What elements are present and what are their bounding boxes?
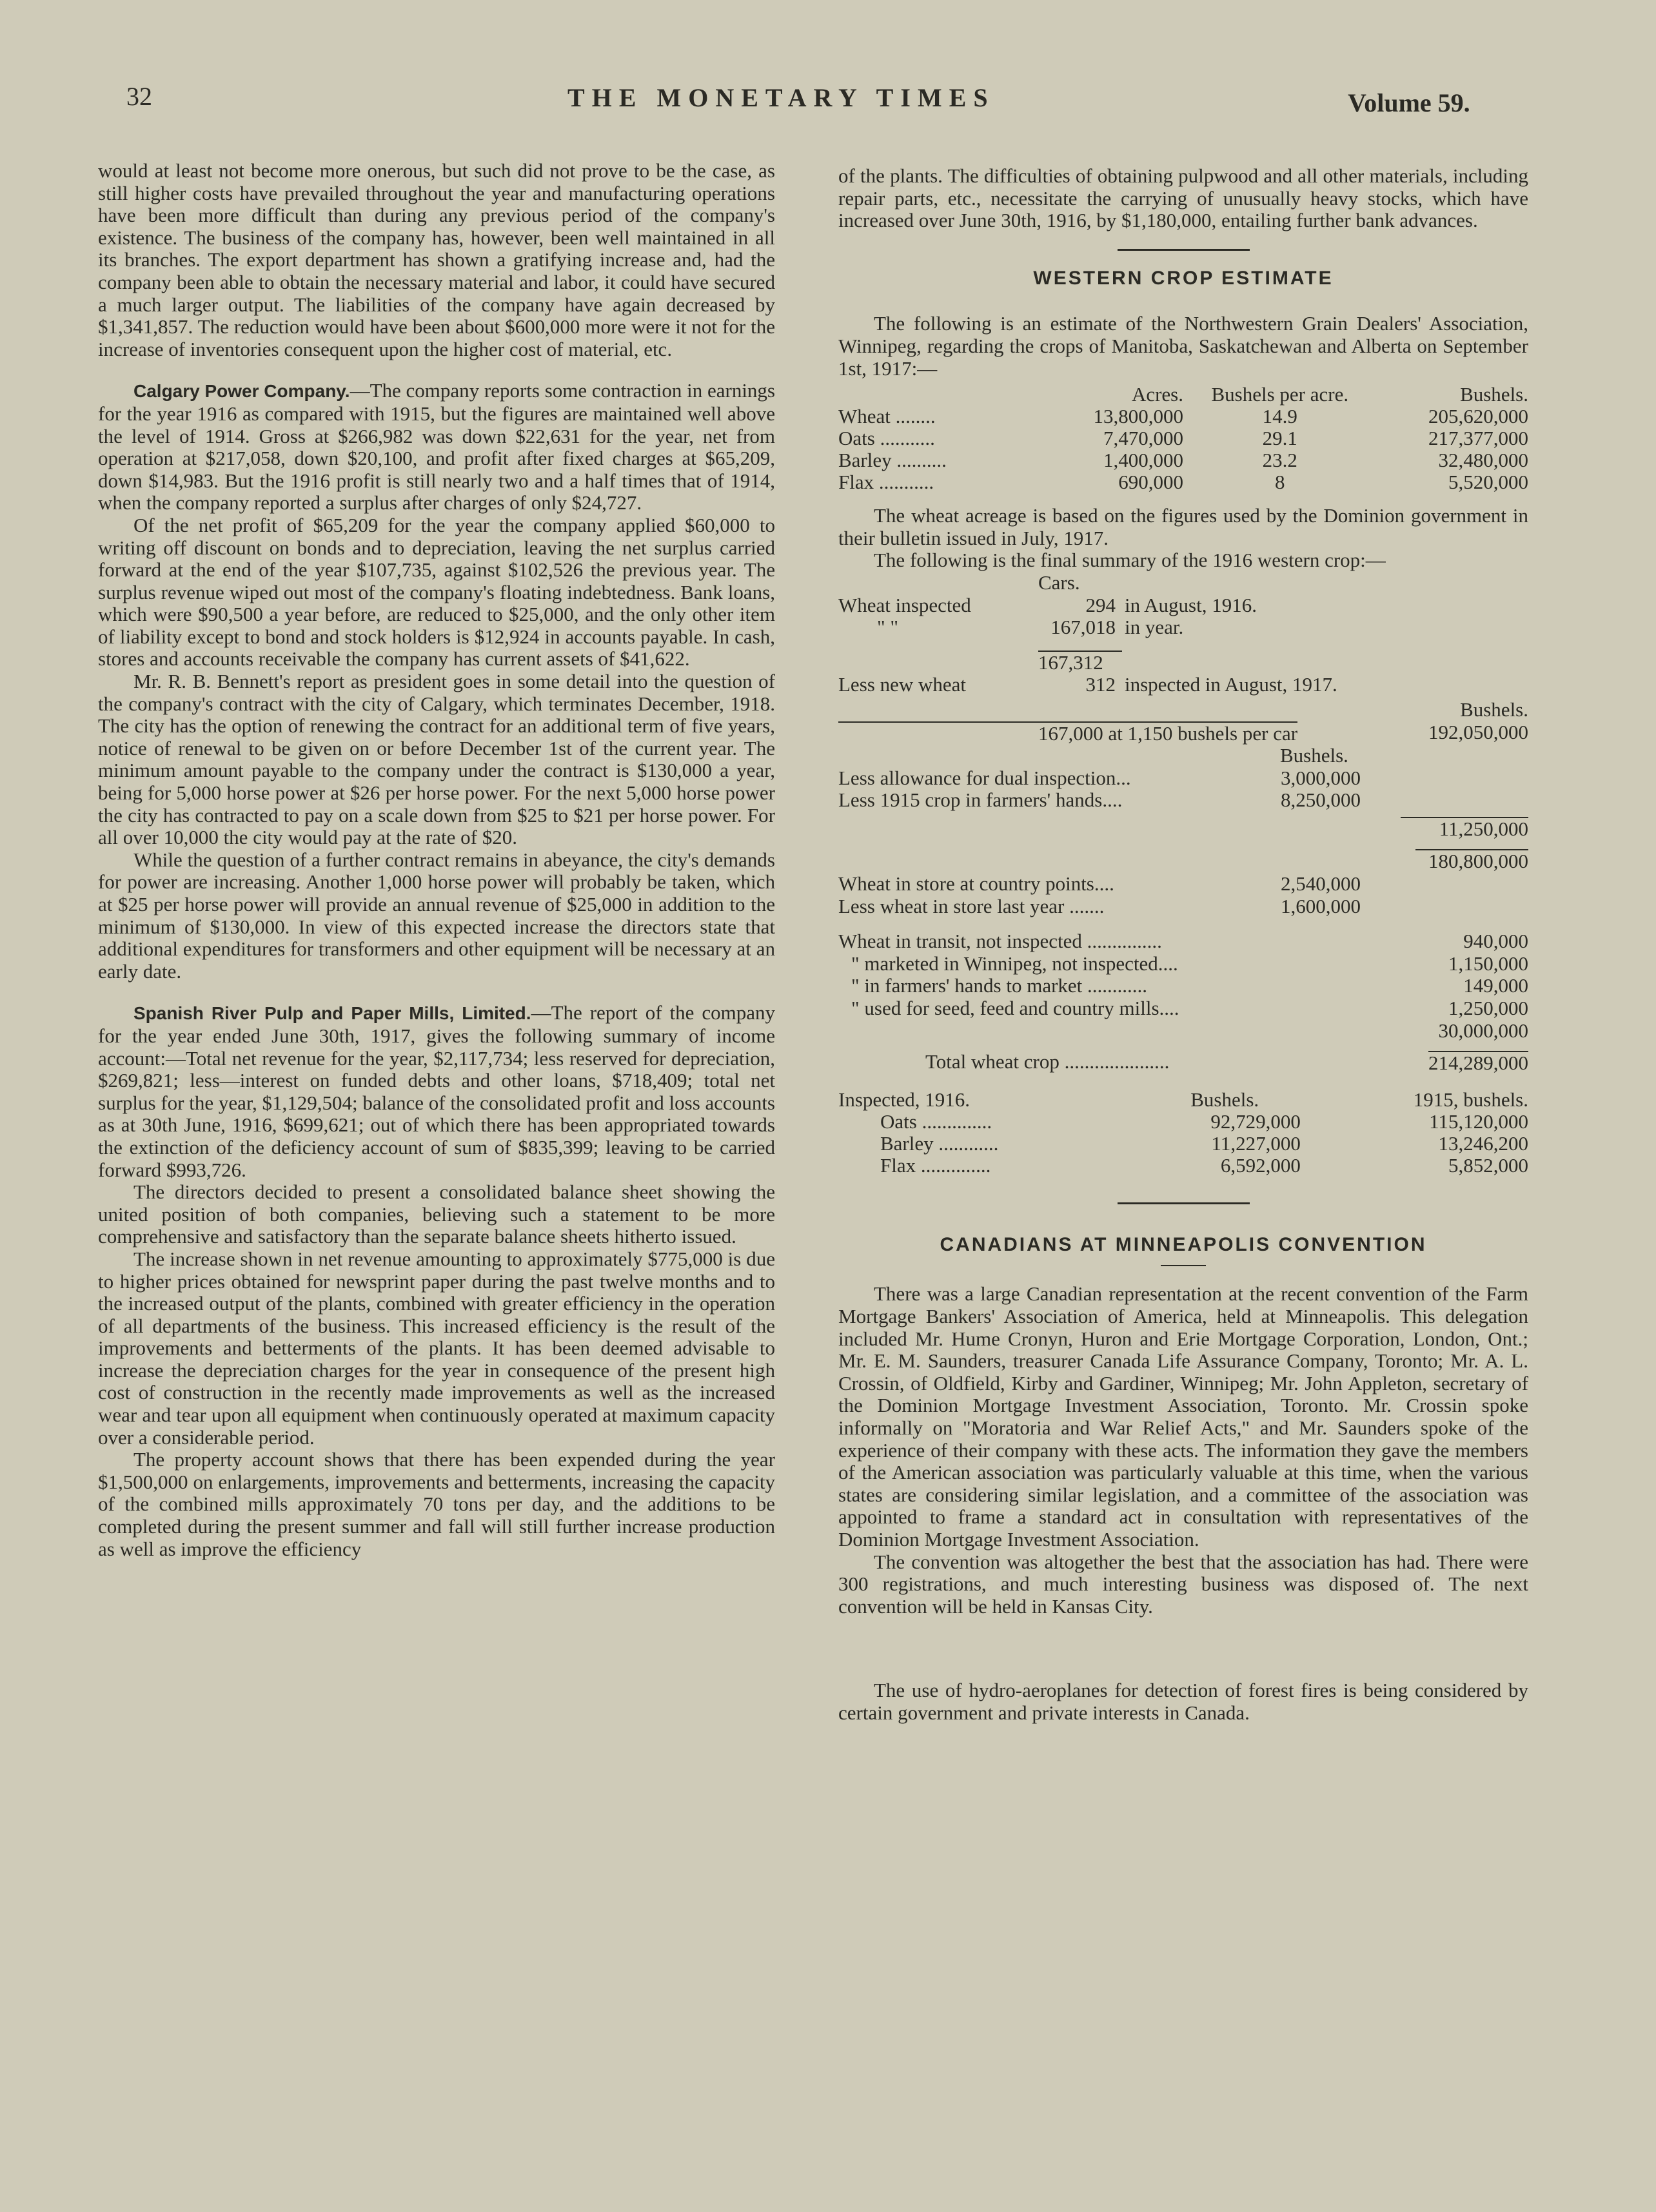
crop-estimate-table [838,384,1528,493]
summary-value: 214,289,000 [1428,1052,1528,1075]
article-paragraph: The property account shows that there has been expended during the year $1,500,000 on enlargements, improvements and betterments, increasing the capacity of the combined mills approximately 70 tons per day, and the additions to be completed during the present summer and fall will still further increase production as well as improve the efficiency [98,1448,775,1560]
table-header: 1915, bushels. [1413,1088,1528,1111]
table-header: Acres. [1131,383,1183,406]
acres-cell: 13,800,000 [1093,405,1183,428]
summary-value: 1,150,000 [1448,952,1528,975]
table-row [838,406,1528,427]
summary-line [838,1020,1528,1042]
table-header: Inspected, 1916. [838,1088,971,1111]
spanish-river-article-intro [98,1002,775,1181]
bushels-label: Bushels. [1460,698,1528,721]
per-acre-cell: 8 [1275,471,1285,494]
summary-line [838,896,1528,918]
summary-line [838,873,1528,896]
summary-line [838,849,1528,873]
summary-label: " used for seed, feed and country mills.... [851,997,1179,1020]
table-row [838,1155,1528,1177]
article-paragraph: The convention was altogether the best that the association has had. There were 300 registrations, and much interesting business was disposed of. The next convention will be held in Kansas City. [838,1550,1528,1618]
summary-line [838,930,1528,953]
bushels-cell: 217,377,000 [1428,427,1528,450]
per-acre-cell: 23.2 [1262,449,1297,472]
summary-line [838,767,1528,790]
bushels-1916-cell: 6,592,000 [1220,1153,1301,1177]
summary-value: 940,000 [1463,930,1528,953]
summary-cars: 312 [1085,673,1116,696]
leader-dots: .............. [920,1153,991,1177]
table-header [838,384,1073,406]
summary-value: 3,000,000 [1281,766,1361,789]
summary-cars: 294 [1085,593,1116,616]
summary-text: inspected in August, 1917. [1125,673,1337,696]
summary-line [838,616,1528,639]
table-header-row [838,384,1528,406]
summary-label: " in farmers' hands to market ............ [851,974,1148,997]
article-paragraph: There was a large Canadian representation at the recent convention of the Farm Mortgage Bankers' Association of America, held at Minneapolis. This delegation included Mr. Hume Cronyn, Huron and Erie Mortgage Corporation, London, Ont.; Mr. E. M. Saunders, treasurer Canada Life Assurance Company, Toronto; Mr. A. L. Crossin, of Oldfield, Kirby and Gardiner, Winnipeg; Mr. John Appleton, secretary of the Dominion Mortgage Investment Association, Toronto. Mr. Crossin spoke informally on "Moratoria and War Relief Acts," and Mr. Saunders spoke of the experience of their company with these acts. The information they gave the members of the American association was particularly valuable at this time, when the various states are considering similar legislation, and a committee of the association was appointed to frame a standard act in consultation with representatives of the Dominion Mortgage Investment Association. [838,1282,1528,1551]
summary-line [838,953,1528,975]
calgary-heading: Calgary Power Company. [133,381,350,402]
inspected-table [838,1089,1528,1177]
hydro-aeroplane-note: The use of hydro-aeroplanes for detection of forest fires is being considered by certain government and private interests in Canada. [838,1679,1528,1724]
acres-cell: 1,400,000 [1103,449,1183,472]
crop-name: Barley [838,449,892,472]
article-paragraph: The directors decided to present a consolidated balance sheet showing the united position of both companies, believing such a statement to be more comprehensive and satisfactory than the separate balance sheets hitherto issued. [98,1180,775,1248]
summary-text: in August, 1916. [1125,593,1257,616]
section-divider [1118,1202,1250,1204]
summary-line [838,997,1528,1020]
table-row [838,449,1528,471]
leader-dots: .............. [922,1110,992,1133]
volume-label: Volume 59. [1348,88,1470,117]
summary-label: Wheat in transit, not inspected ............... [838,930,1162,953]
crop-name: Barley [880,1131,934,1155]
crop-name: Oats [880,1110,917,1133]
article-paragraph: While the question of a further contract remains in abeyance, the city's demands for power are increasing. Another 1,000 horse power will probably be taken, which at $25 per horse power will provide an annual revenue of $25,000 in addition to the minimum of $130,000. In view of this expected increase the directors state that additional expenditures for transformers and other equipment will be necessary at an early date. [98,848,775,983]
leader-dots: ............ [938,1131,999,1155]
crop-summary [838,572,1528,1075]
left-column [98,160,775,1560]
article-paragraph: Of the net profit of $65,209 for the year the company applied $60,000 to writing off discount on bonds and to depreciation, leaving the net surplus carried forward at the end of the year $107,735, against $102,526 the previous year. The surplus revenue wiped out most of the company's floating indebtedness. Bank loans, which were $90,500 a year before, are reduced to $25,000, and the only other item of liability except to bond and stock holders is $12,924 in accounts payable. In cash, stores and accounts receivable the company has current assets of $41,622. [98,513,775,670]
bushels-1916-cell: 11,227,000 [1211,1131,1301,1155]
summary-label: Less wheat in store last year ....... [838,894,1105,917]
bushels-cell: 32,480,000 [1438,449,1528,472]
summary-label: Wheat inspected [838,593,971,616]
summary-value: 8,250,000 [1281,788,1361,812]
crop-intro: The following is an estimate of the Northwestern Grain Dealers' Association, Winnipeg, regarding the crops of Manitoba, Saskatchewan and Alberta on September 1st, 1917:— [838,312,1528,380]
section-divider [1118,249,1250,251]
bushels-1915-cell: 115,120,000 [1429,1110,1528,1133]
acres-cell: 7,470,000 [1103,427,1183,450]
table-header: Bushels per acre. [1211,383,1349,406]
summary-value: 1,250,000 [1448,997,1528,1020]
table-row [838,471,1528,493]
summary-value: 192,050,000 [1428,720,1528,743]
page-number: 32 [126,82,152,111]
crop-name: Flax [838,471,874,494]
summary-value: 30,000,000 [1438,1019,1528,1042]
leader-dots: ........... [878,471,934,494]
table-header: Bushels. [1190,1088,1259,1111]
summary-text: in year. [1125,616,1184,639]
per-acre-cell: 14.9 [1262,405,1297,428]
summary-line [838,817,1528,841]
convention-heading: CANADIANS AT MINNEAPOLIS CONVENTION [940,1233,1427,1255]
table-row [838,1133,1528,1155]
leader-dots: .......... [896,449,947,472]
heading-underline [1161,1265,1206,1266]
spanish-river-text: —The report of the company for the year ended June 30th, 1917, gives the following summary of income account:—Total net revenue for the year, $2,117,734; less reserved for depreciation, $269,821; less—interest on funded debts and other loans, $718,409; total net surplus for the year, $1,129,504; balance of the consolidated profit and loss accounts as at 30th June, 1916, $699,621; out of which there has been appropriated towards the extinction of the deficiency account of sum of $835,399; leaving to be carried forward $993,726. [98,1001,775,1181]
crop-name: Flax [880,1153,916,1177]
summary-line [838,594,1528,617]
bushels-1916-cell: 92,729,000 [1210,1110,1301,1133]
summary-label: Total wheat crop ..................... [925,1050,1170,1073]
summary-value: 149,000 [1463,974,1528,997]
summary-label: Wheat in store at country points.... [838,872,1114,896]
summary-label: " marketed in Winnipeg, not inspected.... [851,952,1178,975]
summary-value: 180,800,000 [1415,849,1528,873]
summary-label: Less new wheat [838,673,966,696]
cars-label: Cars. [1038,571,1080,594]
table-header-row [838,1089,1528,1111]
summary-line [838,674,1528,696]
article-paragraph: would at least not become more onerous, but such did not prove to be the case, as still higher costs have prevailed throughout the year and manufacturing operations have been more difficult than during any previous period of the company's existence. The business of the company has, however, been well maintained in all its branches. The export department has shown a gratifying increase and, had the company been able to obtain the necessary material and labor, it could have secured a much larger output. The liabilities of the company have again decreased by $1,341,857. The reduction would have been about $600,000 more were it not for the increase of inventories consequent upon the higher cost of material, etc. [98,159,775,360]
acreage-note: The wheat acreage is based on the figures used by the Dominion government in their bulletin issued in July, 1917. [838,504,1528,549]
bushels-1915-cell: 13,246,200 [1438,1131,1528,1155]
summary-intro: The following is the final summary of the 1916 western crop:— [874,549,1386,572]
crop-name: Wheat [838,405,891,428]
summary-line [838,975,1528,997]
table-row [838,427,1528,449]
summary-value: 1,600,000 [1281,894,1361,917]
article-paragraph: of the plants. The difficulties of obtaining pulpwood and all other materials, including repair parts, etc., necessitate the carrying of unusually heavy stocks, which have increased over June 30th, 1916, by $1,180,000, entailing further bank advances. [838,164,1528,232]
summary-text: 167,000 at 1,150 bushels per car [838,721,1297,745]
summary-cars: 167,018 [1050,616,1116,639]
bushels-label: Bushels. [1280,744,1348,767]
masthead: THE MONETARY TIMES [567,83,995,112]
bushels-cell: 5,520,000 [1448,471,1528,494]
summary-line [838,721,1528,745]
crop-name: Oats [838,427,875,450]
bushels-cell: 205,620,000 [1428,405,1528,428]
table-header: Bushels. [1460,383,1528,406]
summary-line [838,1051,1528,1075]
table-row [838,1111,1528,1133]
acres-cell: 690,000 [1118,471,1183,494]
article-paragraph: The increase shown in net revenue amounting to approximately $775,000 is due to higher prices obtained for newsprint paper during the past twelve months and to the increased output of the plants, combined with greater efficiency in the operation of all departments of the business. This increased efficiency is the result of the improvements and betterments of the plants. It has been deemed advisable to increase the depreciation charges for the year in consequence of the present high cost of construction in the recently made improvements as well as the increased wear and tear upon all equipment when continuously operated at maximum capacity over a considerable period. [98,1247,775,1449]
per-acre-cell: 29.1 [1262,427,1297,450]
ditto-mark: " " [877,616,899,639]
summary-value: 2,540,000 [1281,872,1361,896]
crop-estimate-heading: WESTERN CROP ESTIMATE [1033,267,1334,289]
spanish-river-heading: Spanish River Pulp and Paper Mills, Limited. [133,1003,531,1024]
summary-value: 11,250,000 [1401,817,1528,841]
calgary-text: —The company reports some contraction in earnings for the year 1916 as compared with 1915, but the figures are maintained well above the level of 1914. Gross at $266,982 was down $22,631 for the year, net from operation at $217,058, down $20,100, and profit after fixed charges at $65,209, down $14,983. But the 1916 profit is still nearly two and a half times that of 1914, when the company reported a surplus after charges of only $24,727. [98,379,775,514]
bushels-1915-cell: 5,852,000 [1448,1153,1528,1177]
calgary-article-intro [98,380,775,514]
summary-cars: 167,312 [1038,651,1122,674]
summary-line [838,789,1528,812]
right-column [838,165,1528,1725]
summary-label: Less 1915 crop in farmers' hands.... [838,788,1123,812]
summary-label: Less allowance for dual inspection... [838,766,1131,789]
leader-dots: ........ [895,405,936,428]
article-paragraph: Mr. R. B. Bennett's report as president goes in some detail into the question of the company's contract with the city of Calgary, which terminates December, 1918. The city has the option of renewing the contract for an additional term of five years, notice of renewal to be given on or before December 1st of the current year. The minimum amount payable to the company under the contract is $130,000 a year, being for 5,000 horse power at $26 per horse power. For the next 5,000 horse power the city has contracted to pay on a scale down from $25 to $21 per horse power. For all over 10,000 the city would pay at the rate of $20. [98,670,775,849]
leader-dots: ........... [880,427,935,450]
